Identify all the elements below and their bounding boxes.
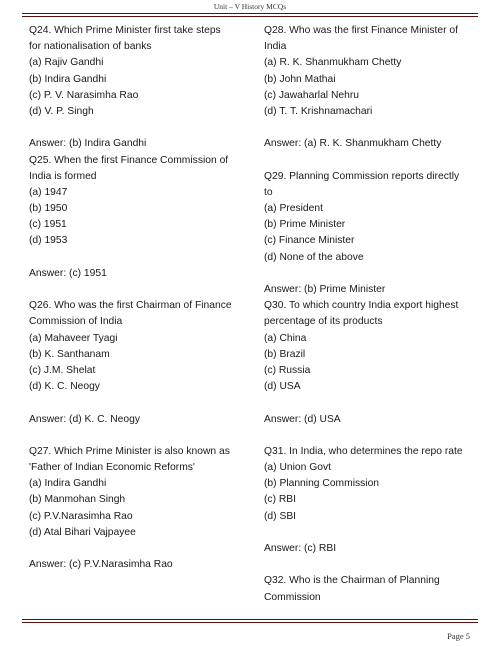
right-column bbox=[264, 23, 489, 606]
question-text: Q26. Who was the first Chairman of Finance bbox=[29, 300, 232, 312]
question-text: Q24. Which Prime Minister first take steps bbox=[29, 25, 221, 36]
option-b: (b) Brazil bbox=[264, 348, 306, 360]
option-b: (b) K. Santhanam bbox=[29, 348, 110, 360]
header-title: Unit – V History MCQs bbox=[213, 2, 287, 11]
answer-text: Answer: (c) RBI bbox=[264, 543, 337, 554]
answer-text: Answer: (c) 1951 bbox=[29, 267, 107, 279]
question-text: Q25. When the first Finance Commission of bbox=[29, 154, 229, 166]
option-d: (d) SBI bbox=[264, 510, 297, 522]
option-d: (d) K. C. Neogy bbox=[29, 381, 100, 393]
answer-text: Answer: (c) P.V.Narasimha Rao bbox=[29, 559, 173, 571]
answer-text: Answer: (b) Prime Minister bbox=[264, 284, 386, 295]
question-text-cont: 'Father of Indian Economic Reforms' bbox=[29, 462, 195, 474]
option-c: (c) Russia bbox=[264, 364, 311, 376]
option-d: (d) V. P. Singh bbox=[29, 105, 94, 117]
question-text: Q30. To which country India export highest bbox=[264, 300, 459, 312]
option-a: (a) Union Govt bbox=[264, 462, 331, 474]
question-text-cont: percentage of its products bbox=[264, 316, 383, 328]
option-b: (b) 1950 bbox=[29, 203, 68, 215]
option-c: (c) P.V.Narasimha Rao bbox=[29, 510, 133, 522]
option-b: (b) Indira Gandhi bbox=[29, 73, 107, 85]
option-b: (b) John Mathai bbox=[264, 73, 336, 85]
option-a: (a) President bbox=[264, 203, 323, 215]
option-c: (c) RBI bbox=[264, 494, 297, 506]
option-c: (c) J.M. Shelat bbox=[29, 364, 96, 376]
option-b: (b) Prime Minister bbox=[264, 219, 346, 231]
question-text-cont: to bbox=[264, 186, 273, 198]
option-c: (c) P. V. Narasimha Rao bbox=[29, 89, 139, 101]
option-c: (c) Finance Minister bbox=[264, 235, 355, 247]
option-d: (d) Atal Bihari Vajpayee bbox=[29, 526, 136, 538]
option-a: (a) China bbox=[264, 332, 307, 344]
question-text-cont: Commission bbox=[264, 591, 321, 603]
question-text: Q28. Who was the first Finance Minister of bbox=[264, 25, 458, 36]
option-a: (a) R. K. Shanmukham Chetty bbox=[264, 57, 402, 69]
option-c: (c) 1951 bbox=[29, 219, 67, 231]
option-d: (d) USA bbox=[264, 381, 301, 393]
answer-text: Answer: (a) R. K. Shanmukham Chetty bbox=[264, 138, 442, 150]
question-text-cont: India bbox=[264, 41, 287, 53]
page-number: Page 5 bbox=[447, 631, 470, 641]
answer-text: Answer: (b) Indira Gandhi bbox=[29, 138, 147, 150]
question-text: Q32. Who is the Chairman of Planning bbox=[264, 575, 440, 587]
option-b: (b) Planning Commission bbox=[264, 478, 380, 490]
option-d: (d) 1953 bbox=[29, 235, 68, 247]
option-d: (d) None of the above bbox=[264, 251, 364, 263]
answer-text: Answer: (d) USA bbox=[264, 413, 341, 425]
option-d: (d) T. T. Krishnamachari bbox=[264, 105, 373, 117]
question-text-cont: India is formed bbox=[29, 170, 97, 182]
option-a: (a) Mahaveer Tyagi bbox=[29, 332, 118, 344]
answer-text: Answer: (d) K. C. Neogy bbox=[29, 413, 141, 425]
footer-rule-thin bbox=[22, 622, 478, 623]
question-text-cont: Commission of India bbox=[29, 316, 123, 328]
option-a: (a) Rajiv Gandhi bbox=[29, 57, 104, 69]
header-rule bbox=[22, 13, 478, 14]
option-a: (a) Indira Gandhi bbox=[29, 478, 107, 490]
question-text: Q27. Which Prime Minister is also known as bbox=[29, 445, 230, 457]
question-text: Q31. In India, who determines the repo rate bbox=[264, 445, 463, 457]
header-rule-thin bbox=[22, 16, 478, 17]
option-c: (c) Jawaharlal Nehru bbox=[264, 89, 359, 101]
left-column bbox=[29, 23, 254, 573]
footer-rule bbox=[22, 619, 478, 620]
option-b: (b) Manmohan Singh bbox=[29, 494, 126, 506]
option-a: (a) 1947 bbox=[29, 186, 68, 198]
question-text-cont: for nationalisation of banks bbox=[29, 41, 152, 53]
question-text: Q29. Planning Commission reports directly bbox=[264, 170, 460, 182]
